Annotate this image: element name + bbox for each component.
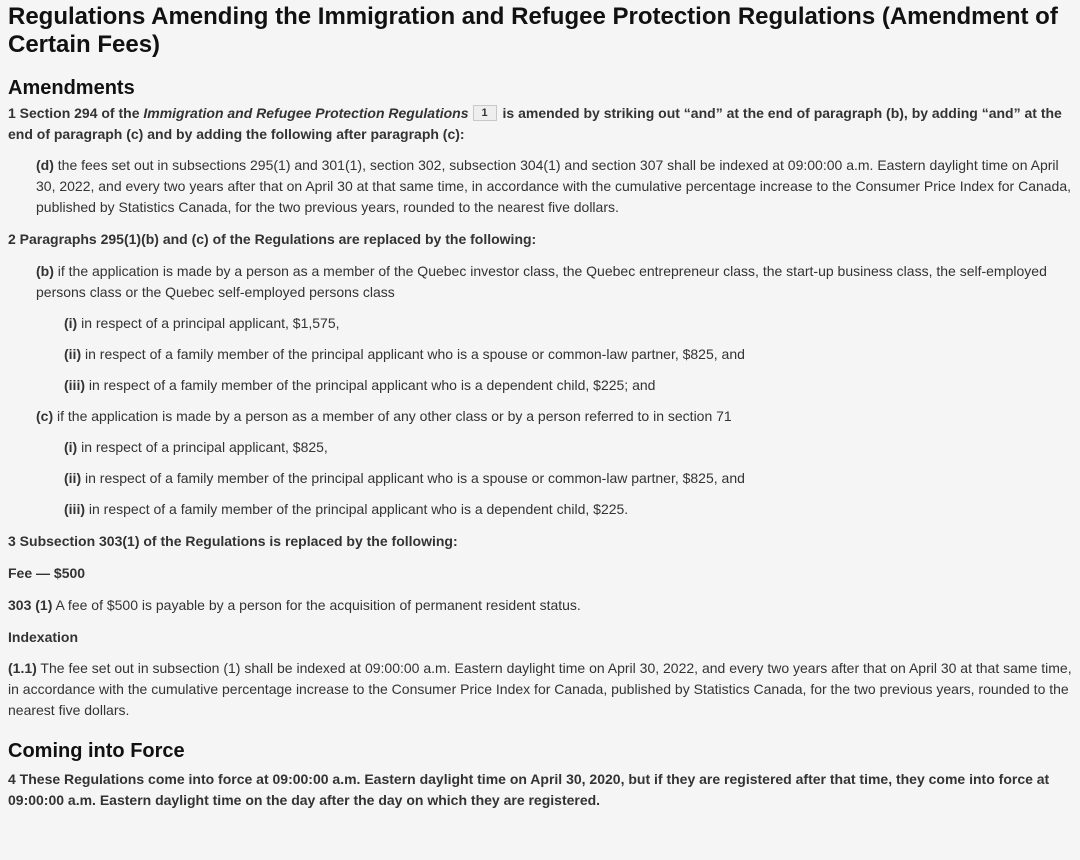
act-title-italic: Immigration and Refugee Protection Regulations (143, 105, 469, 121)
section-1 (8, 103, 1072, 145)
section-3: 3 Subsection 303(1) of the Regulations is replaced by the following: (8, 533, 458, 549)
subsection-text: A fee of $500 is payable by a person for the acquisition of permanent resident status. (52, 597, 581, 613)
section-4: 4 These Regulations come into force at 09:00:00 a.m. Eastern daylight time on April 30, 2020, but if they are registered after that time, they come into force at 09:00:00 a.m. Eastern daylight time on the day after the day on which they are registered. (8, 771, 1050, 808)
subparagraph-b-iii (8, 375, 1072, 396)
subparagraph-b-i (8, 313, 1072, 334)
subparagraph-label: (iii) (64, 501, 85, 517)
paragraph-d (8, 155, 1072, 218)
paragraph-c (8, 406, 1072, 427)
subparagraph-text: in respect of a family member of the principal applicant who is a spouse or common-law partner, $825, and (81, 470, 745, 486)
paragraph-c-text: if the application is made by a person as a member of any other class or by a person referred to in section 71 (53, 408, 732, 424)
footnote-ref-button[interactable]: 1 (473, 105, 497, 121)
subparagraph-c-i (8, 437, 1072, 458)
subparagraph-label: (i) (64, 439, 78, 455)
subparagraph-c-ii (8, 468, 1072, 489)
subsection-303-1 (8, 595, 1072, 616)
paragraph-b-text: if the application is made by a person as a member of the Quebec investor class, the Quebec entrepreneur class, the start-up business class, the self-employed persons class or the Quebec self-employed persons class (36, 263, 1047, 300)
subparagraph-text: in respect of a family member of the principal applicant who is a dependent child, $225; and (85, 377, 656, 393)
subparagraph-text: in respect of a principal applicant, $825, (77, 439, 328, 455)
subparagraph-c-iii (8, 499, 1072, 520)
section-1-post: is amended by striking out “and” at the end of paragraph (b), by adding “and” at the end of paragraph (c) and by adding the following after paragraph (c): (8, 105, 1062, 142)
marginal-note-indexation: Indexation (8, 629, 79, 645)
subparagraph-text: in respect of a family member of the principal applicant who is a spouse or common-law partner, $825, and (81, 346, 745, 362)
page-title: Regulations Amending the Immigration and Refugee Protection Regulations (Amendment of Certain Fees) (8, 3, 1058, 58)
paragraph-b-label: (b) (36, 263, 54, 279)
paragraph-d-label: (d) (36, 157, 54, 173)
subsection-text: The fee set out in subsection (1) shall be indexed at 09:00:00 a.m. Eastern daylight time on April 30, 2022, and every two years after that on April 30 at that same time, in accordance with the cumulative percentage increase to the Consumer Price Index for Canada, published by Statistics Canada, for the two previous years, rounded to the nearest five dollars. (8, 660, 1072, 718)
subparagraph-label: (iii) (64, 377, 85, 393)
section-1-pre: 1 Section 294 of the (8, 105, 144, 121)
subparagraph-label: (ii) (64, 470, 82, 486)
subparagraph-text: in respect of a family member of the principal applicant who is a dependent child, $225. (85, 501, 629, 517)
heading-amendments: Amendments (8, 77, 135, 99)
paragraph-c-label: (c) (36, 408, 54, 424)
subparagraph-label: (ii) (64, 346, 82, 362)
paragraph-b (8, 261, 1072, 303)
subsection-1-1 (8, 658, 1072, 721)
subsection-label: 303 (1) (8, 597, 53, 613)
subsection-label: (1.1) (8, 660, 37, 676)
marginal-note-fee: Fee — $500 (8, 565, 86, 581)
paragraph-d-text: the fees set out in subsections 295(1) and 301(1), section 302, subsection 304(1) and section 307 shall be indexed at 09:00:00 a.m. Eastern daylight time on April 30, 2022, and every two years after that on April 30 at that same time, in accordance with the cumulative percentage increase to the Consumer Price Index for Canada, published by Statistics Canada, for the two previous years, rounded to the nearest five dollars. (36, 157, 1072, 215)
heading-coming-into-force: Coming into Force (8, 740, 185, 762)
section-2: 2 Paragraphs 295(1)(b) and (c) of the Regulations are replaced by the following: (8, 231, 537, 247)
subparagraph-b-ii (8, 344, 1072, 365)
subparagraph-label: (i) (64, 315, 78, 331)
subparagraph-text: in respect of a principal applicant, $1,575, (77, 315, 340, 331)
